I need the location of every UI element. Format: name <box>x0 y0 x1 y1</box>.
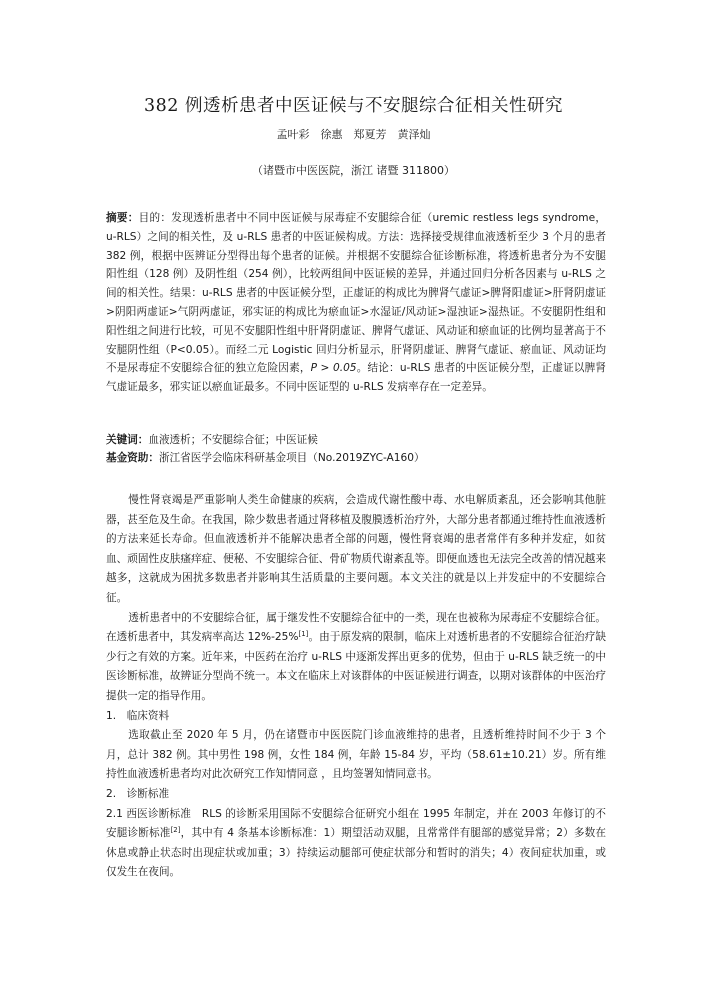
affiliation: （诸暨市中医医院，浙江 诸暨 311800） <box>252 164 455 177</box>
citation-1: [1] <box>298 630 309 639</box>
body-paragraph-4-b: ，其中有 4 条基本诊断标准：1）期望活动双腿，且常常伴有腿部的感觉异常；2）多数在休息或静止状态时出现症状或加重；3）持续运动腿部可使症状部分和暂时的消失；4）夜间症状加重，或仅发生在夜间。 <box>106 827 607 879</box>
body-paragraph-2-b: 。由于原发病的限制，临床上对透析患者的不安腿综合征治疗缺少行之有效的方案。近年来，中医药在治疗 u-RLS 中逐渐发挥出更多的优势，但由于 u-RLS 缺乏统一的中医诊断标准，故辨证分型尚不统一。本文在临床上对该群体的中医证候进行调查，以期对该群体的中医治疗提供一定的指导作用。 <box>106 631 606 702</box>
paper-title: 382 例透析患者中医证候与不安腿综合征相关性研究 <box>144 96 563 116</box>
keywords-text: 血液透析；不安腿综合征；中医证候 <box>148 434 318 446</box>
body-paragraph-1: 慢性肾衰竭是严重影响人类生命健康的疾病，会造成代谢性酸中毒、水电解质紊乱，还会影响其他脏器，甚至危及生命。在我国，除少数患者通过肾移植及腹膜透析治疗外，大部分患者都通过维持性血液透析的方法来延长寿命。但血液透析并不能解决患者全部的问题，慢性肾衰竭的患者常伴有多种并发症，如贫血、顽固性皮肤瘙痒症、便秘、不安腿综合征、骨矿物质代谢紊乱等。即便血透也无法完全改善的情况越来越多，这就成为困扰多数患者并影响其生活质量的主要问题。本文关注的就是以上并发症中的不安腿综合征。 <box>106 494 606 604</box>
abstract <box>106 209 606 397</box>
author-list: 孟叶彩 徐惠 郑夏芳 黄泽灿 <box>276 128 431 141</box>
keywords-label: 关键词： <box>106 434 149 446</box>
body-paragraph-3: 选取截止至 2020 年 5 月，仍在诸暨市中医医院门诊血液维持的患者，且透析维持时间不少于 3 个月，总计 382 例。其中男性 198 例，女性 184 例，年龄 15-84 岁，平均（58.61±10.21）岁。所有维持性血液透析患者均对此次研究工作知情同意 ，且均签署知情同意书。 <box>106 729 606 781</box>
abstract-text-a: 目的：发现透析患者中不同中医证候与尿毒症不安腿综合征（uremic restless legs syndrome，u-RLS）之间的相关性，及 u-RLS 患者的中医证候构成。方法：选择接受规律血液透析至少 3 个月的患者 382 例，根据中医辨证分型得出每个患者的证候。并根据不安腿综合征诊断标准，将透析患者分为不安腿阳性组（128 例）及阴性组（254 例），比较两组间中医证候的差异，并通过回归分析各因素与 u-RLS 之间的相关性。结果：u-RLS 患者的中医证候分型，正虚证的构成比为脾肾气虚证>脾肾阳虚证>肝肾阴虚证>阴阳两虚证>气阴两虚证，邪实证的构成比为瘀血证>水湿证/风动证>湿浊证>湿热证。不安腿阴性组和阳性组之间进行比较，可见不安腿阳性组中肝肾阴虚证、脾肾气虚证、风动证和瘀血证的比例均显著高于不安腿阴性组（P<0.05）。而经二元 Logistic 回归分析显示，肝肾阴虚证、脾肾气虚证、瘀血证、风动证均不是尿毒症不安腿综合征的独立危险因素， <box>106 212 606 375</box>
body-paragraph-4-a: 2.1 西医诊断标准 RLS 的诊断采用国际不安腿综合征研究小组在 1995 年制定，并在 2003 年修订的不安腿诊断标准 <box>106 807 606 840</box>
keywords <box>106 431 606 449</box>
funding-label: 基金资助： <box>106 452 159 464</box>
body-text <box>106 491 606 883</box>
body-paragraph-2 <box>106 609 606 707</box>
citation-2: [2] <box>170 826 181 835</box>
abstract-label: 摘要： <box>106 212 139 224</box>
section-heading-1: 1. 临床资料 <box>106 709 170 722</box>
abstract-text-b: 。结论：u-RLS 患者的中医证候分型，正虚证以脾肾气虚证最多，邪实证以瘀血证最多。不同中医证型的 u-RLS 发病率存在一定差异。 <box>106 362 607 394</box>
funding-text: 浙江省医学会临床科研基金项目（No.2019ZYC-A160） <box>158 452 425 464</box>
section-heading-2: 2. 诊断标准 <box>106 787 170 800</box>
abstract-p-value: P > 0.05 <box>310 362 357 375</box>
funding <box>106 449 606 467</box>
body-paragraph-4 <box>106 805 606 883</box>
body-paragraph-2-a: 透析患者中的不安腿综合征，属于继发性不安腿综合征中的一类，现在也被称为尿毒症不安腿综合征。在透析患者中，其发病率高达 12%-25% <box>106 611 606 644</box>
